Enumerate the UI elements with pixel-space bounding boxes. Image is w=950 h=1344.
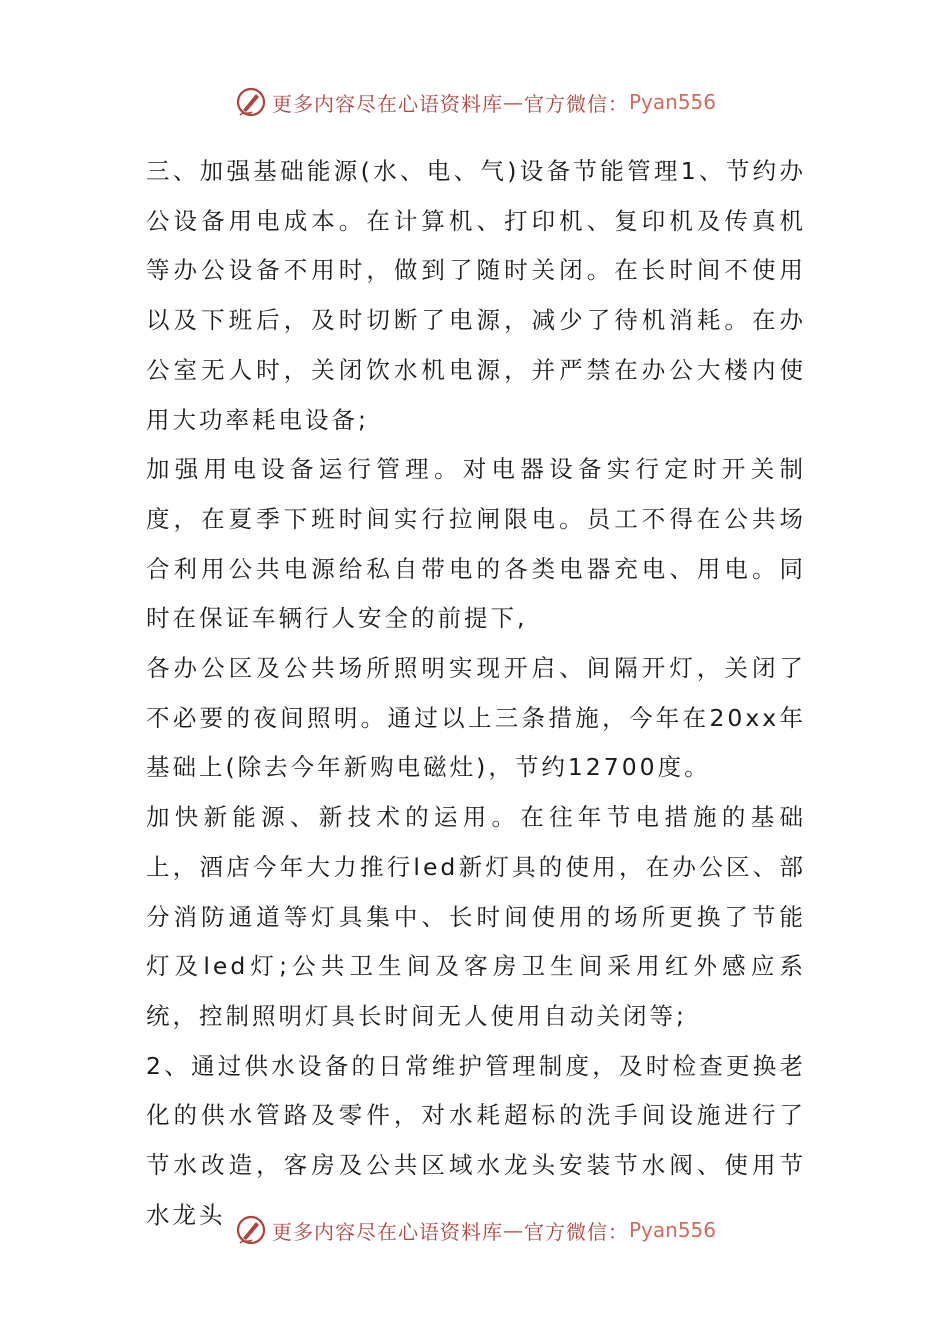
pen-logo-icon — [234, 1213, 268, 1247]
footer-watermark — [0, 1210, 950, 1250]
document-body — [146, 147, 806, 1240]
watermark-wechat-label: 官方微信： — [523, 1219, 629, 1244]
watermark-dash: — — [502, 90, 524, 114]
paragraph-lighting: 各办公区及公共场所照明实现开启、间隔开灯，关闭了不必要的夜间照明。通过以上三条措施，今年在20xx年基础上(除去今年新购电磁灶)，节约12700度。 — [146, 654, 806, 782]
watermark-brand-text: 更多内容尽在心语资料库 — [271, 1219, 503, 1244]
watermark-wechat-id: Pyan556 — [628, 1218, 716, 1242]
paragraph-new-technology: 加快新能源、新技术的运用。在往年节电措施的基础上，酒店今年大力推行led新灯具的使用，在办公区、部分消防通道等灯具集中、长时间使用的场所更换了节能灯及led灯;公共卫生间及客房卫生间采用红外感应系统，控制照明灯具长时间无人使用自动关闭等; — [146, 803, 806, 1030]
watermark-wechat-id: Pyan556 — [628, 90, 716, 114]
paragraph-energy-management: 三、加强基础能源(水、电、气)设备节能管理1、节约办公设备用电成本。在计算机、打印机、复印机及传真机等办公设备不用时，做到了随时关闭。在长时间不使用以及下班后，及时切断了电源，减少了待机消耗。在办公室无人时，关闭饮水机电源，并严禁在办公大楼内使用大功率耗电设备; — [146, 157, 806, 434]
watermark-wechat-label: 官方微信： — [523, 91, 629, 116]
paragraph-water-supply: 2、通过供水设备的日常维护管理制度，及时检查更换老化的供水管路及零件，对水耗超标的洗手间设施进行了节水改造，客房及公共区域水龙头安装节水阀、使用节水龙头 — [146, 1051, 806, 1229]
header-watermark — [0, 82, 950, 122]
watermark-dash: — — [502, 1218, 524, 1242]
pen-logo-icon — [234, 85, 268, 119]
paragraph-equipment-operation: 加强用电设备运行管理。对电器设备实行定时开关制度，在夏季下班时间实行拉闸限电。员工不得在公共场合利用公共电源给私自带电的各类电器充电、用电。同时在保证车辆行人安全的前提下, — [146, 455, 806, 633]
watermark-brand-text: 更多内容尽在心语资料库 — [271, 91, 503, 116]
